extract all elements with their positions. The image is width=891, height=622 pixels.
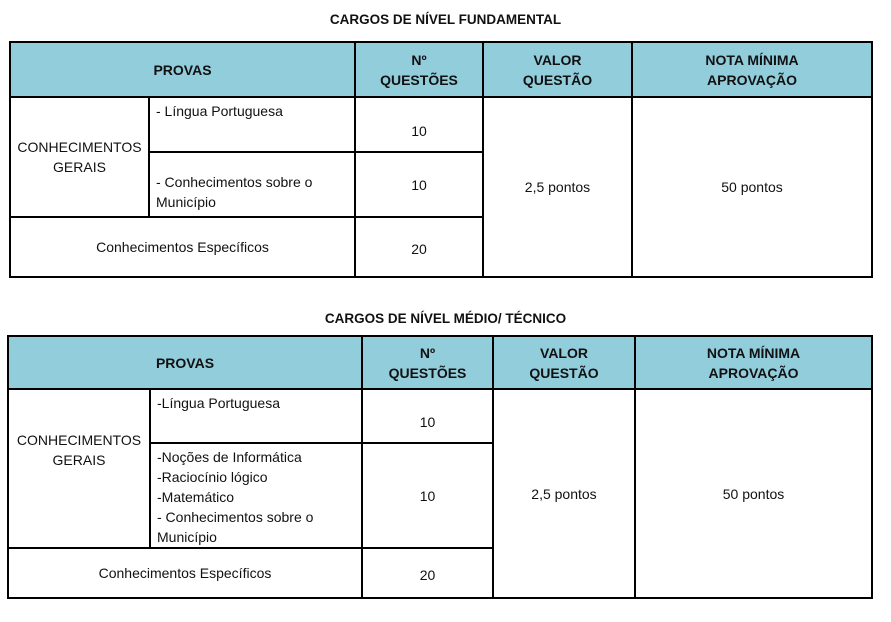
subject-especificos: Conhecimentos Específicos xyxy=(10,217,355,277)
subject-lingua-portuguesa: -Língua Portuguesa xyxy=(150,389,362,443)
subject-lingua-portuguesa: - Língua Portuguesa xyxy=(149,97,355,152)
subject-especificos: Conhecimentos Específicos xyxy=(8,548,362,598)
exam-table-fundamental xyxy=(9,41,873,278)
valor-questao: 2,5 pontos xyxy=(493,389,635,598)
questions-count: 10 xyxy=(355,97,483,152)
header-nota-minima: NOTA MÍNIMA APROVAÇÃO xyxy=(632,42,872,97)
header-num-questoes: Nº QUESTÕES xyxy=(355,42,483,97)
header-valor-questao: VALOR QUESTÃO xyxy=(493,336,635,389)
nota-minima: 50 pontos xyxy=(632,97,872,277)
subject-list: -Noções de Informática -Raciocínio lógico -Matemático - Conhecimentos sobre o Município xyxy=(150,443,362,548)
header-valor-questao: VALOR QUESTÃO xyxy=(483,42,632,97)
group-conhecimentos-gerais: CONHECIMENTOS GERAIS xyxy=(10,97,149,217)
questions-count: 10 xyxy=(362,389,493,443)
table-title-fundamental: CARGOS DE NÍVEL FUNDAMENTAL xyxy=(329,12,562,27)
questions-count: 20 xyxy=(362,548,493,598)
exam-table-medio xyxy=(7,335,873,599)
valor-questao: 2,5 pontos xyxy=(483,97,632,277)
group-conhecimentos-gerais: CONHECIMENTOS GERAIS xyxy=(8,389,150,548)
table-title-medio: CARGOS DE NÍVEL MÉDIO/ TÉCNICO xyxy=(324,311,567,326)
questions-count: 20 xyxy=(355,217,483,277)
questions-count: 10 xyxy=(355,152,483,217)
nota-minima: 50 pontos xyxy=(635,389,872,598)
header-nota-minima: NOTA MÍNIMA APROVAÇÃO xyxy=(635,336,872,389)
header-provas: PROVAS xyxy=(10,42,355,97)
header-num-questoes: Nº QUESTÕES xyxy=(362,336,493,389)
header-provas: PROVAS xyxy=(8,336,362,389)
questions-count: 10 xyxy=(362,443,493,548)
subject-municipio: - Conhecimentos sobre o Município xyxy=(149,152,355,217)
